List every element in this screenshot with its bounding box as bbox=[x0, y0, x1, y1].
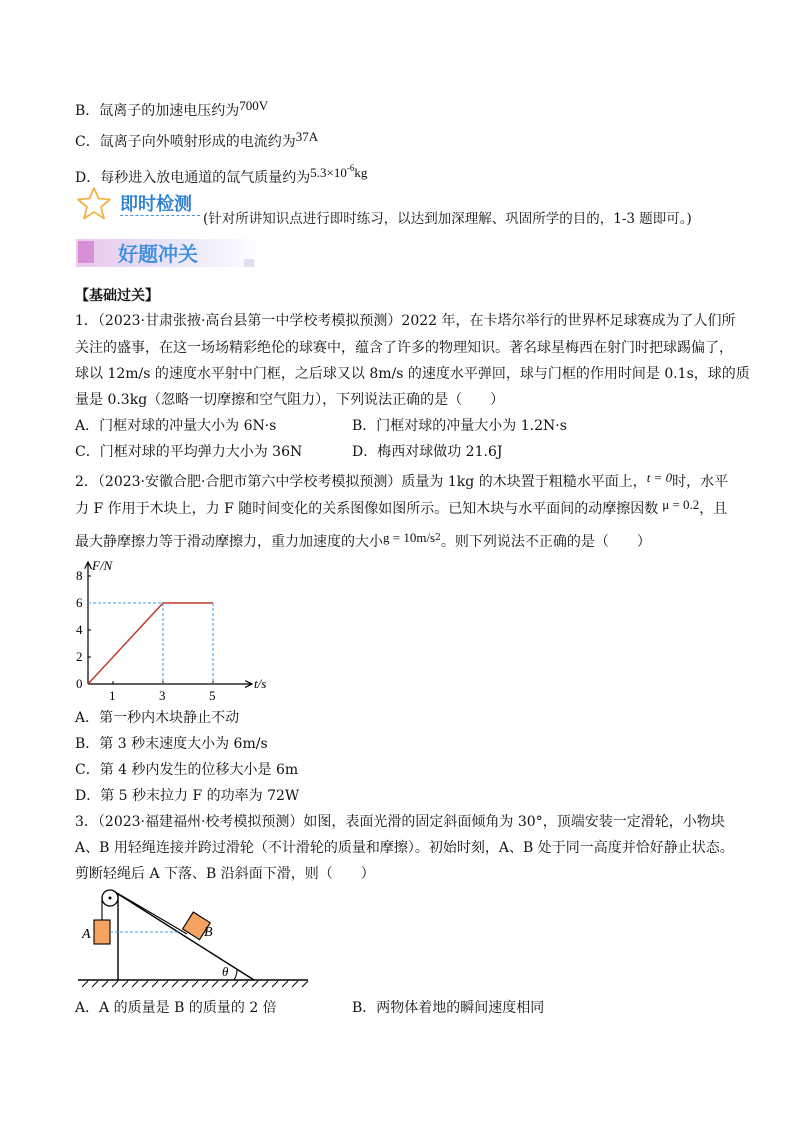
option-text: 氙离子的加速电压约为 bbox=[99, 103, 240, 119]
q2-option-a bbox=[75, 708, 239, 728]
option-text: 第 3 秒末速度大小为 6m/s bbox=[99, 736, 268, 752]
option-value-unit: kg bbox=[354, 165, 368, 180]
q1-line-1: 1．（2023·甘肃张掖·高台县第一中学校考模拟预测）2022 年，在卡塔尔举行的世界杯足球赛成为了人们所 bbox=[75, 313, 736, 329]
label-theta: θ bbox=[222, 964, 229, 979]
q2-option-d bbox=[75, 786, 299, 806]
q3-line-1: 3．（2023·福建福州·校考模拟预测）如图，表面光滑的固定斜面倾角为 30°，顶端安装一定滑轮，小物块 bbox=[75, 814, 725, 830]
option-value: 37A bbox=[295, 129, 319, 144]
q3-line-2: A、B 用轻绳连接并跨过滑轮（不计滑轮的质量和摩擦）。初始时刻，A、B 处于同一高度并恰好静止状态。 bbox=[75, 840, 734, 856]
option-text: 氙离子向外喷射形成的电流约为 bbox=[99, 134, 296, 150]
y-tick-label: 8 bbox=[76, 568, 83, 583]
q2-math: μ = 0.2 bbox=[662, 497, 700, 512]
x-axis-label: t/s bbox=[254, 676, 267, 691]
angle-arc bbox=[234, 969, 237, 980]
option-text: 门框对球的冲量大小为 6N·s bbox=[99, 418, 277, 434]
x-tick-label: 3 bbox=[159, 688, 166, 701]
option-c-top bbox=[75, 127, 318, 152]
basic-section-label: 【基础过关】 bbox=[75, 288, 159, 304]
option-label: D． bbox=[75, 170, 101, 186]
option-label: C． bbox=[75, 134, 100, 150]
q2-text: 最大静摩擦力等于滑动摩擦力，重力加速度的大小 bbox=[75, 534, 383, 550]
instant-check-note: (针对所讲知识点进行即时练习，以达到加深理解、巩固所学的目的，1-3 题即可。) bbox=[203, 211, 692, 227]
q2-text: 力 F 作用于木块上，力 F 随时间变化的关系图像如图所示。已知木块与水平面间的动摩擦因数 bbox=[75, 501, 659, 517]
q2-option-c bbox=[75, 760, 298, 780]
option-text: 门框对球的平均弹力大小为 36N bbox=[99, 444, 303, 460]
option-label: B． bbox=[75, 736, 100, 752]
y-tick-label: 4 bbox=[76, 622, 83, 637]
q2-text: 时，水平 bbox=[672, 474, 729, 490]
q2-line-2 bbox=[75, 495, 727, 519]
q1-option-a bbox=[75, 416, 276, 436]
option-text: 每秒进入放电通道的氙气质量约为 bbox=[100, 170, 311, 186]
option-label: A． bbox=[75, 710, 100, 726]
option-b-top bbox=[75, 96, 268, 121]
y-tick-label: 0 bbox=[76, 676, 83, 691]
q2-text: 2．（2023·安徽合肥·合肥市第六中学校考模拟预测）质量为 1kg 的木块置于粗糙水平面上， bbox=[75, 474, 647, 490]
block-a bbox=[94, 920, 110, 944]
q2-math: g = 10m/s bbox=[383, 530, 436, 545]
option-text: 门框对球的冲量大小为 1.2N·s bbox=[376, 418, 567, 434]
chart-svg bbox=[68, 556, 278, 701]
q2-line-1 bbox=[75, 468, 728, 492]
option-d-top bbox=[75, 158, 367, 188]
option-label: B． bbox=[352, 418, 377, 434]
q2-math: t = 0 bbox=[646, 470, 673, 485]
option-label: C． bbox=[75, 444, 100, 460]
option-text: 第 5 秒末拉力 F 的功率为 72W bbox=[100, 788, 300, 804]
q1-option-c bbox=[75, 442, 302, 462]
option-text: 两物体着地的瞬间速度相同 bbox=[376, 1000, 545, 1016]
option-label: D． bbox=[75, 788, 101, 804]
f-t-chart bbox=[68, 556, 278, 701]
option-label: C． bbox=[75, 762, 100, 778]
option-label: D． bbox=[352, 444, 378, 460]
star-icon bbox=[76, 186, 116, 222]
q1-line-3: 球以 12m/s 的速度水平射中门框，之后球又以 8m/s 的速度水平弹回，球与门框的作用时间是 0.1s，球的质 bbox=[75, 366, 750, 382]
title-underline bbox=[120, 215, 200, 216]
q2-line-3: 最大静摩擦力等于滑动摩擦力，重力加速度的大小$g = 10m/s^2$。则下列说法不正确的是（ ） bbox=[75, 530, 651, 550]
option-label: B． bbox=[75, 103, 100, 119]
q1-option-d bbox=[352, 442, 502, 462]
x-tick-label: 1 bbox=[109, 688, 116, 701]
option-value-exp: -6 bbox=[346, 163, 355, 173]
option-text: 第一秒内木块静止不动 bbox=[99, 710, 240, 726]
incline-slope bbox=[118, 894, 254, 980]
label-b: B bbox=[204, 925, 213, 940]
option-text: A 的质量是 B 的质量的 2 倍 bbox=[99, 1000, 277, 1016]
option-label: A． bbox=[75, 1000, 100, 1016]
q1-line-2: 关注的盛事，在这一场场精彩绝伦的球赛中，蕴含了许多的物理知识。著名球星梅西在射门时把球踢偏了， bbox=[75, 340, 733, 356]
incline-figure bbox=[74, 884, 314, 994]
good-problems-title: 好题冲关 bbox=[118, 242, 198, 266]
y-tick-label: 2 bbox=[76, 649, 83, 664]
q3-line-3: 剪断轻绳后 A 下落、B 沿斜面下滑，则（ ） bbox=[75, 866, 375, 882]
option-value-base: 5.3×10 bbox=[310, 165, 347, 180]
q3-option-b bbox=[352, 998, 544, 1018]
option-value: 700V bbox=[239, 98, 269, 113]
q3-option-a bbox=[75, 998, 277, 1018]
q1-option-b bbox=[352, 416, 567, 436]
ground-hatch bbox=[82, 981, 308, 987]
q2-text: ，且 bbox=[699, 501, 728, 517]
option-label: A． bbox=[75, 418, 100, 434]
q2-option-b bbox=[75, 734, 268, 754]
label-a: A bbox=[82, 927, 91, 942]
x-tick-label: 5 bbox=[209, 688, 216, 701]
y-axis-label: F/N bbox=[92, 558, 113, 573]
f-t-series-line bbox=[88, 603, 213, 684]
y-tick-label: 6 bbox=[76, 595, 83, 610]
q1-line-4: 量是 0.3kg（忽略一切摩擦和空气阻力），下列说法正确的是（ ） bbox=[75, 392, 505, 408]
q2-text: 。则下列说法不正确的是（ ） bbox=[440, 534, 651, 550]
option-text: 第 4 秒内发生的位移大小是 6m bbox=[99, 762, 299, 778]
option-text: 梅西对球做功 21.6J bbox=[377, 444, 503, 460]
instant-check-title: 即时检测 bbox=[120, 194, 192, 215]
rope-b bbox=[112, 890, 187, 934]
option-label: B． bbox=[352, 1000, 377, 1016]
